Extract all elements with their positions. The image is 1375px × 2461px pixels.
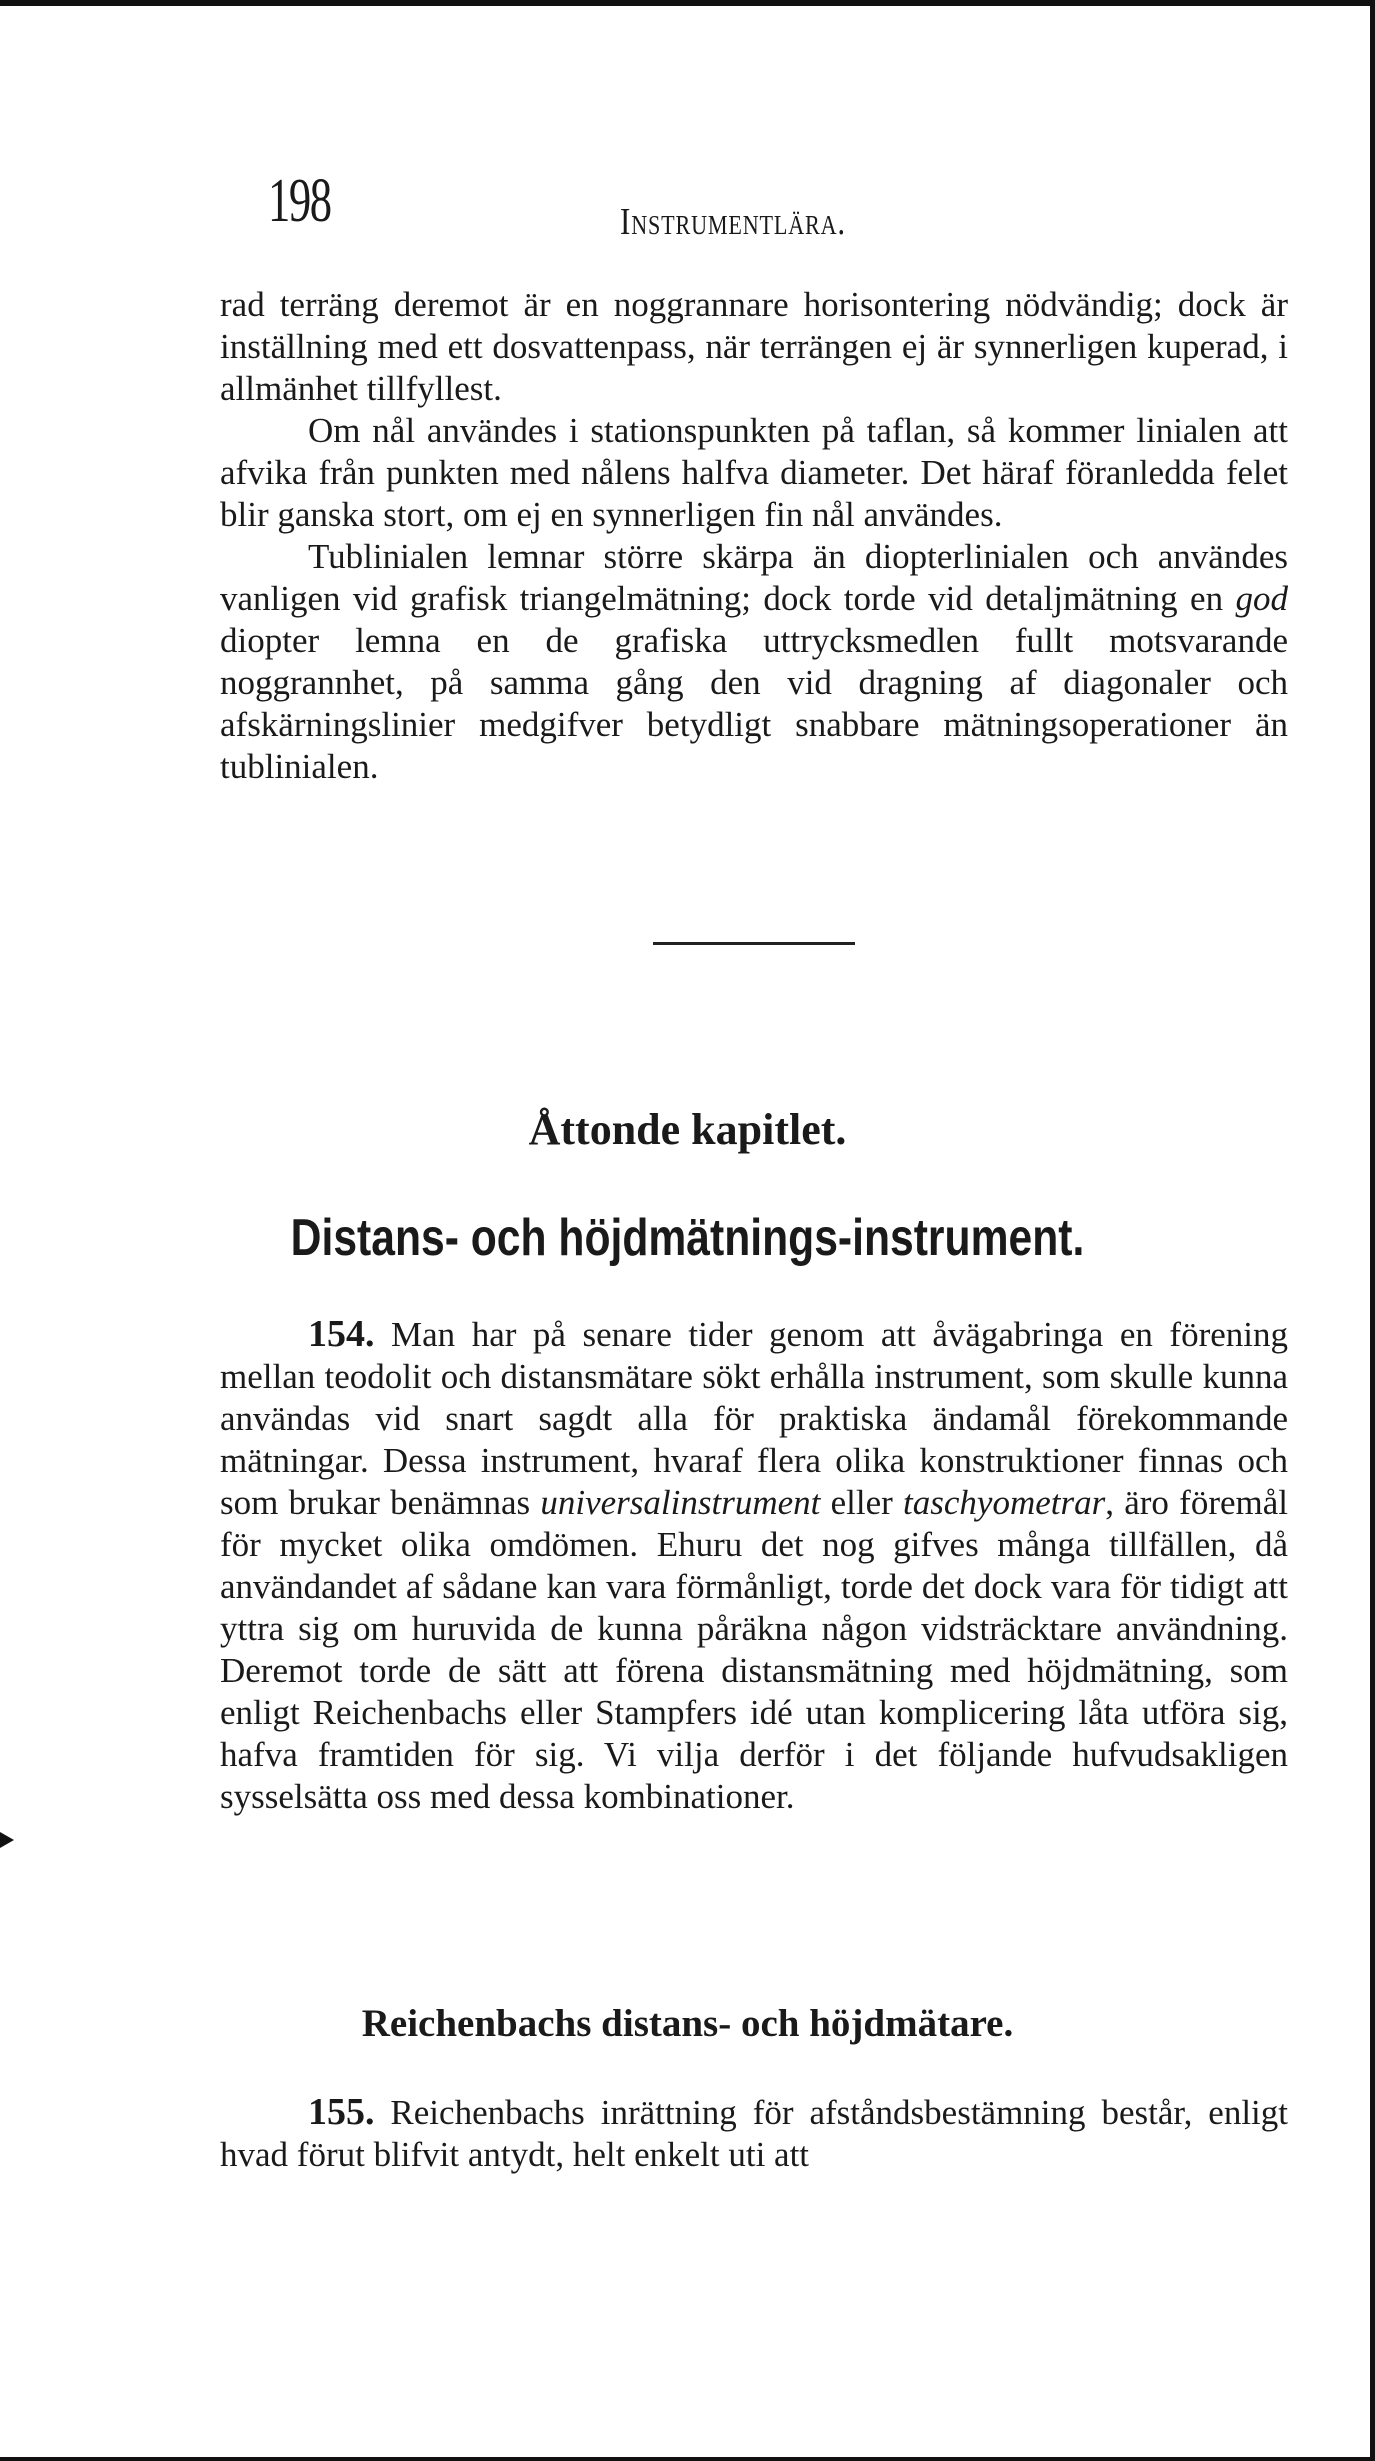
section-title: Distans- och höjdmätnings-instrument. xyxy=(290,1209,1085,1267)
paragraph-text: diopter lemna en de grafiska uttrycksmedlen fullt motsvarande noggrannhet, på samma gång den vid dragning af diagonaler och afskärningslinier medgifver betydligt snabbare mätningsoperationer än tublinialen. xyxy=(220,621,1288,786)
paragraph-text: Reichenbachs inrättning för afståndsbestämning består, enligt hvad förut blifvit antydt, helt enkelt uti att xyxy=(220,2093,1288,2174)
page-number: 198 xyxy=(268,167,331,235)
section-divider xyxy=(653,942,855,945)
subsection-title: Reichenbachs distans- och höjdmätare. xyxy=(361,2002,1014,2045)
paragraph-154 xyxy=(220,1313,1288,1818)
paragraph-text: Tublinialen lemnar större skärpa än diopterlinialen och användes vanligen vid grafisk triangelmätning; dock torde vid detaljmätning en xyxy=(220,537,1288,618)
paragraph-text: , äro föremål för mycket olika omdömen. Ehuru det nog gifves många tillfällen, då användandet af sådane kan vara förmånligt, torde det dock vara för tidigt att yttra sig om huruvida de kunna påräkna någon vidsträcktare användning. Deremot torde de sätt att förena distansmätning med höjdmätning, som enligt Reichenbachs eller Stampfers idé utan komplicering låta utföra sig, hafva framtiden för sig. Vi vilja derför i det följande hufvudsakligen sysselsätta oss med dessa kombinationer. xyxy=(220,1483,1288,1816)
paragraph: rad terräng deremot är en noggrannare horisontering nödvändig; dock är inställning med ett dosvattenpass, när terrängen ej är synnerligen kuperad, i allmänhet tillfyllest. xyxy=(220,285,1288,408)
margin-arrow-icon xyxy=(0,1832,14,1848)
chapter-title: Åttonde kapitlet. xyxy=(528,1105,847,1154)
italic-term: taschyometrar xyxy=(903,1483,1106,1522)
paragraph: Om nål användes i stationspunkten på taflan, så kommer linialen att afvika från punkten med nålens halfva diameter. Det häraf föranledda felet blir ganska stort, om ej en synnerligen fin nål användes. xyxy=(220,411,1288,534)
paragraph-number: 155. xyxy=(308,2091,375,2133)
paragraph-text: eller xyxy=(820,1483,904,1522)
page-header xyxy=(0,156,1375,246)
italic-word: god xyxy=(1235,579,1288,618)
paragraph-number: 154. xyxy=(308,1313,375,1355)
running-title: Instrumentlära. xyxy=(620,201,847,243)
paragraph-155 xyxy=(220,2091,1288,2176)
intro-paragraphs xyxy=(220,284,1288,788)
paragraph xyxy=(220,2091,1288,2176)
paragraph xyxy=(220,1313,1288,1818)
paragraph xyxy=(220,536,1288,788)
paragraph-text: Man har på senare tider genom att åvägabringa en förening mellan teodolit och distansmätare sökt erhålla instrument, som skulle kunna användas vid snart sagdt alla för praktiska ändamål förekommande mätningar. Dessa instrument, hvaraf flera olika konstruktioner finnas och som brukar benämnas xyxy=(220,1315,1288,1522)
italic-term: universalinstrument xyxy=(540,1483,821,1522)
